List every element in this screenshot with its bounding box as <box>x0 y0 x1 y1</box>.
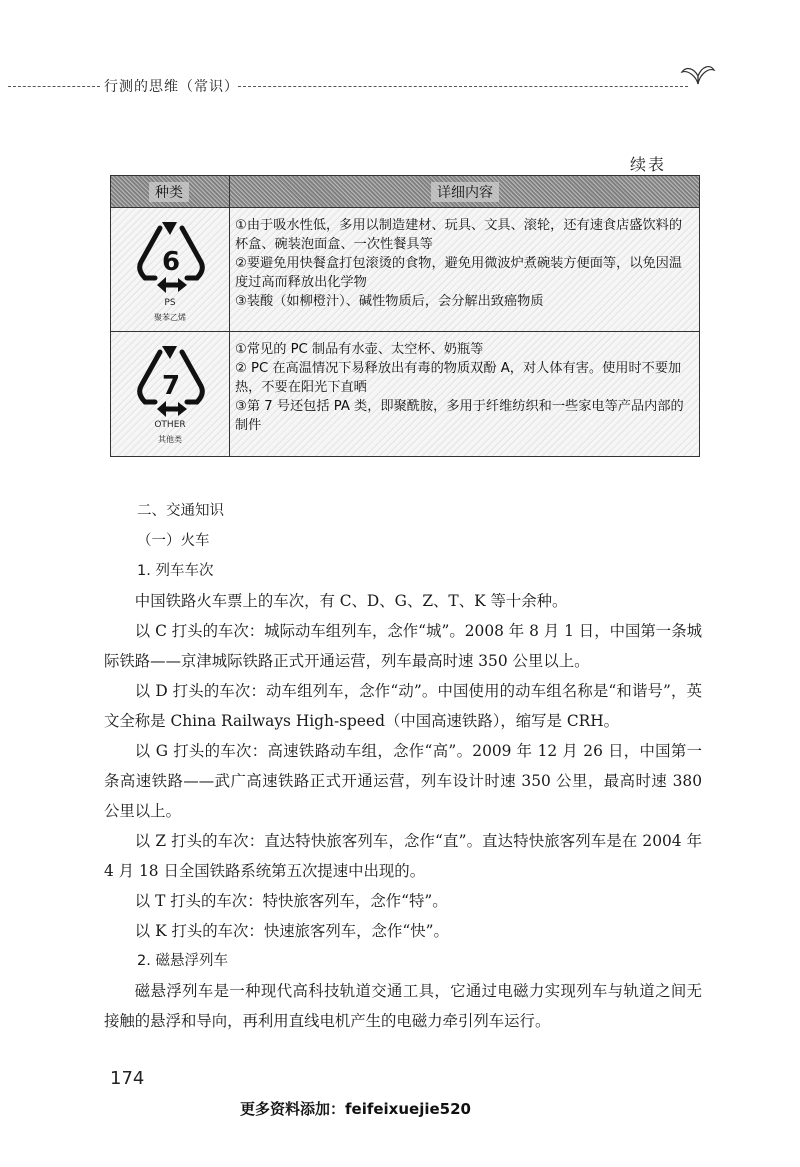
detail-line: ①常见的 PC 制品有水壶、太空杯、奶瓶等 <box>235 342 484 357</box>
detail-line: ② PC 在高温情况下易释放出有毒的物质双酚 A，对人体有害。使用时不要加热，不要在阳光下直晒 <box>235 361 682 395</box>
leaf-ornament-icon <box>678 62 718 86</box>
column-header-type: 种类 <box>149 182 189 202</box>
topic-heading: 2. 磁悬浮列车 <box>137 953 228 969</box>
header-rule-right <box>238 86 688 87</box>
recycle-code-number: 7 <box>161 371 181 401</box>
detail-content <box>235 340 695 435</box>
recycle-triangle-icon <box>129 336 213 418</box>
column-header-detail: 详细内容 <box>431 182 499 202</box>
paragraph: 中国铁路火车票上的车次，有 C、D、G、Z、T、K 等十余种。 <box>134 592 568 610</box>
page-number: 174 <box>110 1068 145 1089</box>
paragraph: 以 Z 打头的车次：直达特快旅客列车，念作“直”。直达特快旅客列车是在 2004 年 4 月 18 日全国铁路系统第五次提速中出现的。 <box>104 832 702 880</box>
plastic-name: 聚苯乙烯 <box>154 313 186 322</box>
topic-heading: 1. 列车车次 <box>137 563 214 579</box>
paragraph: 磁悬浮列车是一种现代高科技轨道交通工具，它通过电磁力实现列车与轨道之间无接触的悬浮和导向，再利用直线电机产生的电磁力牵引列车运行。 <box>104 982 702 1030</box>
table-header <box>111 176 699 208</box>
paragraph: 以 C 打头的车次：城际动车组列车，念作“城”。2008 年 8 月 1 日，中国第一条城际铁路——京津城际铁路正式开通运营，列车最高时速 350 公里以上。 <box>104 622 702 670</box>
body-text <box>104 496 702 1036</box>
paragraph: 以 G 打头的车次：高速铁路动车组，念作“高”。2009 年 12 月 26 日，中国第一条高速铁路——武广高速铁路正式开通运营，列车设计时速 350 公里，最高时速 380 公里以上。 <box>104 742 702 820</box>
table-row <box>111 208 699 332</box>
paragraph: 以 T 打头的车次：特快旅客列车，念作“特”。 <box>134 892 448 910</box>
plastic-code: PS <box>164 298 176 308</box>
detail-line: ①由于吸水性低，多用以制造建材、玩具、文具、滚轮，还有速食店盛饮料的杯盒、碗装泡面盒、一次性餐具等 <box>235 218 683 252</box>
recycle-triangle-icon <box>129 212 213 294</box>
paragraph: 以 D 打头的车次：动车组列车，念作“动”。中国使用的动车组名称是“和谐号”，英文全称是 China Railways High-speed（中国高速铁路），缩写是 CRH。 <box>104 682 702 730</box>
table-row <box>111 332 699 456</box>
detail-line: ③装酸（如柳橙汁）、碱性物质后，会分解出致癌物质 <box>235 294 544 309</box>
column-divider <box>229 176 230 456</box>
footer-note: 更多资料添加：feifeixuejie520 <box>240 1100 471 1118</box>
detail-line: ③第 7 号还包括 PA 类，即聚酰胺，多用于纤维纺织和一些家电等产品内部的制件 <box>235 399 684 433</box>
running-title: 行测的思维（常识） <box>104 79 239 95</box>
plastic-code-table <box>110 175 700 457</box>
header-rule-left <box>8 86 100 87</box>
detail-content <box>235 216 695 311</box>
plastic-name: 其他类 <box>158 435 182 444</box>
section-heading: 二、交通知识 <box>137 503 224 519</box>
table-caption: 续表 <box>630 155 667 174</box>
recycle-code-number: 6 <box>161 247 181 277</box>
plastic-code: OTHER <box>154 420 186 430</box>
subsection-heading: （一）火车 <box>137 533 210 549</box>
detail-line: ②要避免用快餐盒打包滚烫的食物，避免用微波炉煮碗装方便面等，以免因温度过高而释放出化学物 <box>235 256 683 290</box>
paragraph: 以 K 打头的车次：快速旅客列车，念作“快”。 <box>134 922 449 940</box>
